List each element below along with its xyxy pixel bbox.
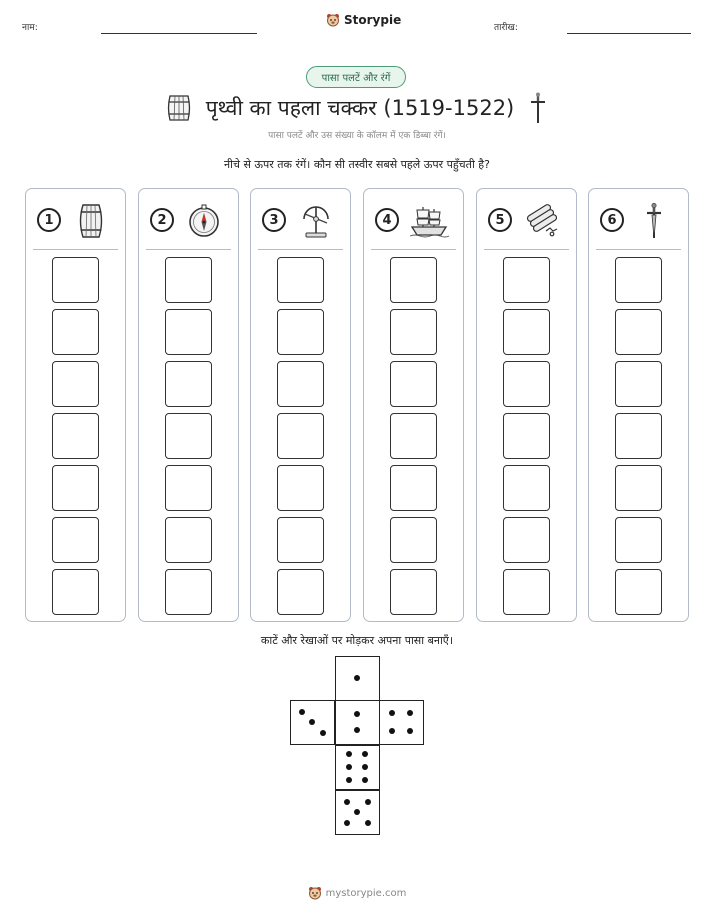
color-box[interactable]: [390, 309, 437, 355]
color-box[interactable]: [277, 517, 324, 563]
color-box[interactable]: [52, 309, 99, 355]
column-header: [477, 203, 576, 239]
column-number: 4: [375, 208, 399, 232]
logs-icon: [522, 203, 562, 239]
color-box[interactable]: [165, 517, 212, 563]
die-pip: [344, 820, 350, 826]
die-pip: [365, 799, 371, 805]
barrel-icon: [166, 93, 192, 123]
title-row: [0, 91, 714, 125]
color-box[interactable]: [165, 257, 212, 303]
color-box[interactable]: [390, 517, 437, 563]
die-pip: [346, 777, 352, 783]
die-pip: [362, 777, 368, 783]
die-pip: [354, 809, 360, 815]
date-label: तारीख:: [494, 23, 518, 33]
footer: [0, 886, 714, 900]
color-box[interactable]: [615, 465, 662, 511]
color-box[interactable]: [390, 257, 437, 303]
column-6: [588, 188, 689, 622]
color-box[interactable]: [277, 361, 324, 407]
column-divider: [146, 249, 231, 250]
column-divider: [596, 249, 681, 250]
die-face-five: [335, 790, 380, 835]
column-number: 1: [37, 208, 61, 232]
column-number: 2: [150, 208, 174, 232]
column-header: [139, 203, 238, 239]
color-box[interactable]: [615, 569, 662, 615]
die-face-three: [290, 700, 335, 745]
color-box[interactable]: [390, 413, 437, 459]
die-pip: [354, 675, 360, 681]
barrel-icon: [71, 203, 111, 239]
sword-icon: [634, 203, 674, 239]
die-pip: [389, 728, 395, 734]
die-pip: [362, 751, 368, 757]
color-box[interactable]: [503, 569, 550, 615]
color-box[interactable]: [390, 361, 437, 407]
color-box[interactable]: [615, 517, 662, 563]
color-box[interactable]: [165, 465, 212, 511]
color-box[interactable]: [277, 465, 324, 511]
color-box[interactable]: [390, 465, 437, 511]
column-5: [476, 188, 577, 622]
die-face-two: [335, 700, 380, 745]
color-box[interactable]: [615, 361, 662, 407]
die-face-six: [335, 745, 380, 790]
color-box[interactable]: [277, 569, 324, 615]
color-box[interactable]: [52, 413, 99, 459]
color-box[interactable]: [390, 569, 437, 615]
column-2: [138, 188, 239, 622]
column-divider: [258, 249, 343, 250]
activity-badge: पासा पलटें और रंगें: [306, 66, 406, 88]
die-pip: [344, 799, 350, 805]
column-header: [26, 203, 125, 239]
instruction: नीचे से ऊपर तक रंगें। कौन सी तस्वीर सबसे पहले ऊपर पहुँचती है?: [224, 158, 490, 171]
color-box[interactable]: [52, 361, 99, 407]
column-header: [589, 203, 688, 239]
die-pip: [354, 711, 360, 717]
color-box[interactable]: [277, 309, 324, 355]
compass-icon: [184, 203, 224, 239]
color-box[interactable]: [615, 309, 662, 355]
die-face-one: [335, 656, 380, 701]
die-pip: [362, 764, 368, 770]
column-4: [363, 188, 464, 622]
footer-url[interactable]: mystorypie.com: [325, 887, 407, 899]
column-divider: [371, 249, 456, 250]
date-line[interactable]: [567, 33, 691, 34]
column-number: 3: [262, 208, 286, 232]
color-box[interactable]: [503, 257, 550, 303]
name-label: नाम:: [22, 23, 38, 33]
color-box[interactable]: [165, 361, 212, 407]
astrolabe-icon: [296, 203, 336, 239]
brand-logo: [326, 13, 401, 27]
color-box[interactable]: [165, 309, 212, 355]
die-pip: [309, 719, 315, 725]
color-box[interactable]: [277, 257, 324, 303]
column-header: [251, 203, 350, 239]
color-box[interactable]: [615, 413, 662, 459]
die-pip: [320, 730, 326, 736]
bear-logo-icon: [308, 886, 322, 900]
column-number: 6: [600, 208, 624, 232]
color-box[interactable]: [52, 257, 99, 303]
die-pip: [354, 727, 360, 733]
color-box[interactable]: [277, 413, 324, 459]
color-box[interactable]: [503, 361, 550, 407]
brand-name: Storypie: [344, 13, 402, 27]
color-box[interactable]: [165, 569, 212, 615]
color-box[interactable]: [615, 257, 662, 303]
column-divider: [33, 249, 118, 250]
color-box[interactable]: [503, 517, 550, 563]
color-box[interactable]: [165, 413, 212, 459]
color-box[interactable]: [503, 413, 550, 459]
color-box[interactable]: [52, 569, 99, 615]
die-pip: [346, 751, 352, 757]
die-pip: [389, 710, 395, 716]
bear-logo-icon: [326, 13, 340, 27]
column-number: 5: [488, 208, 512, 232]
column-divider: [484, 249, 569, 250]
color-box[interactable]: [503, 309, 550, 355]
die-pip: [299, 709, 305, 715]
color-box[interactable]: [52, 465, 99, 511]
sword-icon: [528, 92, 548, 124]
color-box[interactable]: [52, 517, 99, 563]
column-3: [250, 188, 351, 622]
name-line[interactable]: [101, 33, 257, 34]
die-pip: [346, 764, 352, 770]
die-pip: [407, 710, 413, 716]
die-pip: [407, 728, 413, 734]
die-pip: [365, 820, 371, 826]
ship-icon: [409, 203, 449, 239]
cut-instruction: काटें और रेखाओं पर मोड़कर अपना पासा बनाएँ।: [260, 634, 454, 647]
subtitle: पासा पलटें और उस संख्या के कॉलम में एक डिब्बा रंगें।: [268, 131, 446, 141]
color-box[interactable]: [503, 465, 550, 511]
column-1: [25, 188, 126, 622]
die-face-four: [379, 700, 424, 745]
column-header: [364, 203, 463, 239]
page-title: पृथ्वी का पहला चक्कर (1519-1522): [205, 96, 515, 120]
